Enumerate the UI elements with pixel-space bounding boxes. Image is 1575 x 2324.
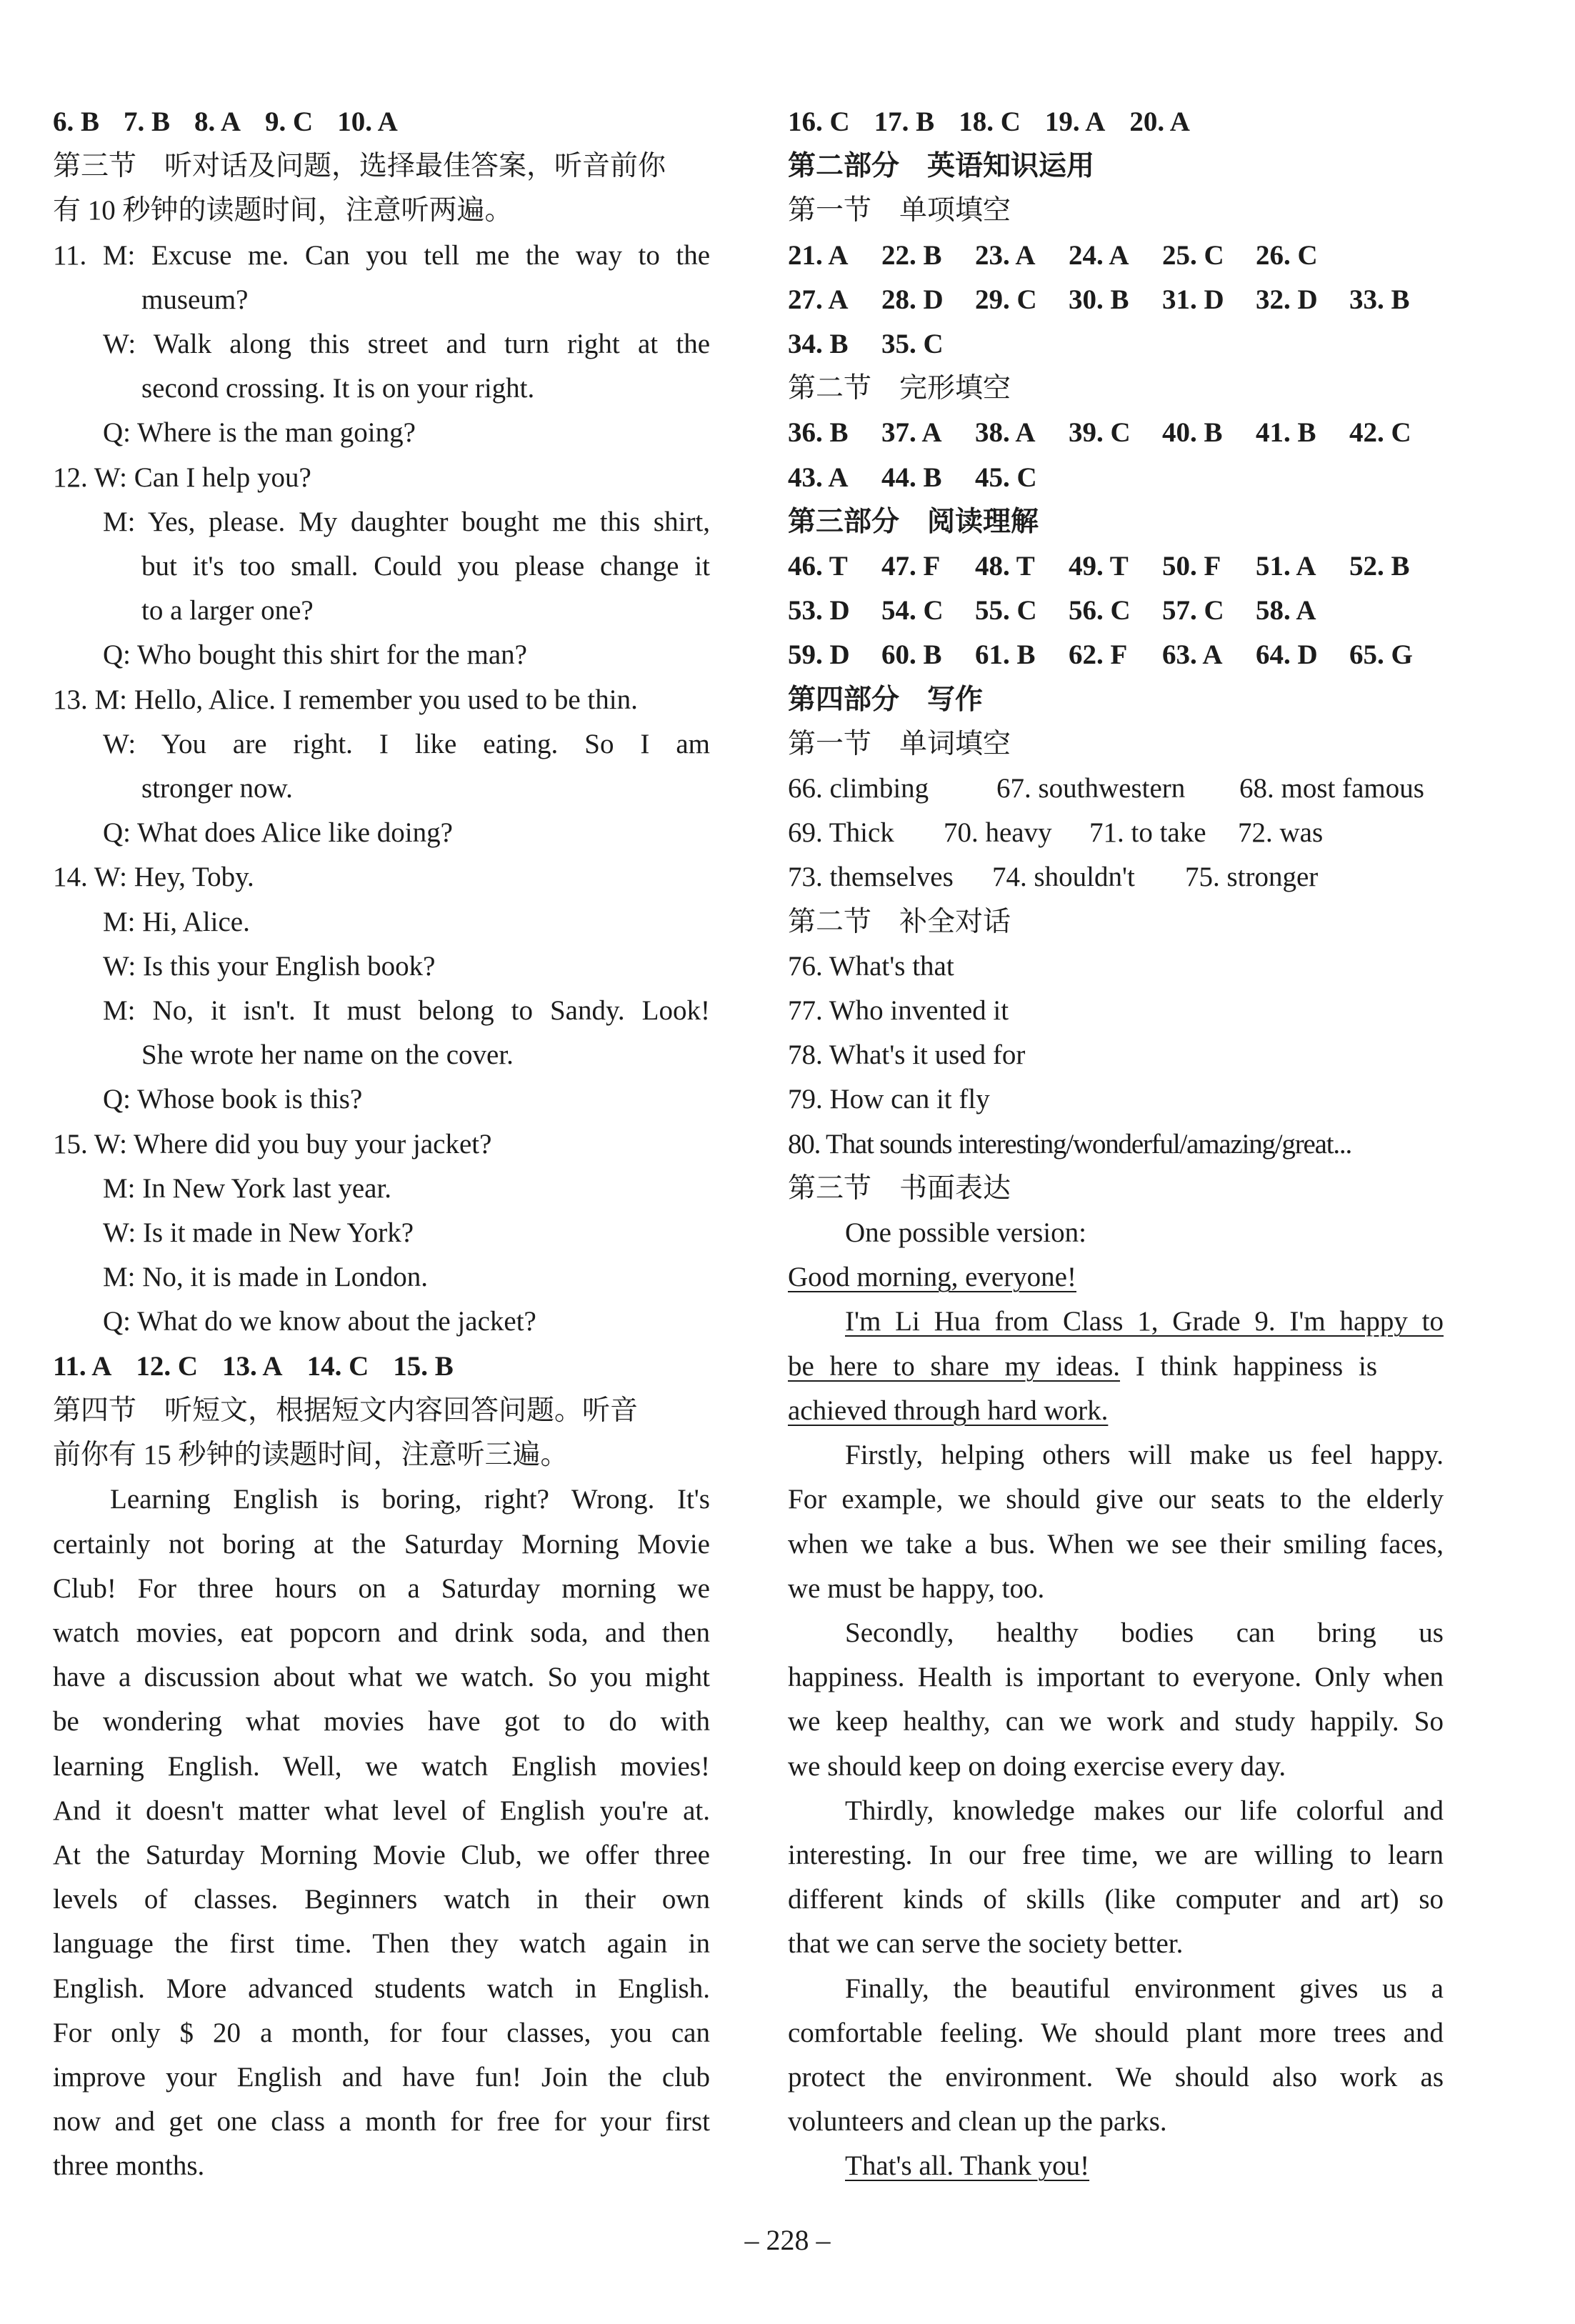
answer: 52. B	[1349, 551, 1410, 582]
vocab-answer: 72. was	[1238, 817, 1324, 849]
essay-line: protect the environment. We should also work as	[788, 2061, 1444, 2093]
essay-line: Firstly, helping others will make us feel happy.	[845, 1440, 1444, 1471]
dialogue-11	[53, 234, 710, 456]
answer: 62. F	[1069, 639, 1128, 671]
answers-36-42	[788, 411, 1444, 455]
answer: 14. C	[306, 1350, 369, 1382]
passage-line: At the Saturday Morning Movie Club, we offer three	[53, 1839, 710, 1870]
intro-text: I think happiness is	[1120, 1350, 1377, 1382]
answers-6-10	[53, 100, 710, 144]
dialog-answer: 77. Who invented it	[788, 995, 1009, 1027]
part4-heading: 第四部分 写作	[788, 684, 984, 715]
answer: 43. A	[788, 462, 849, 493]
answer: 59. D	[788, 639, 850, 671]
vocab-answer: 75. stronger	[1185, 862, 1319, 893]
answer: 40. B	[1162, 417, 1223, 449]
answer: 64. D	[1256, 639, 1318, 671]
answer: 27. A	[788, 284, 849, 315]
part2-section1-title: 第一节 单项填空	[788, 195, 1011, 226]
vocab-answer: 68. most famous	[1239, 773, 1424, 804]
answer: 48. T	[975, 551, 1035, 582]
dialogue-line: M: No, it is made in London.	[103, 1262, 428, 1293]
passage-line: have a discussion about what we watch. So you might	[53, 1662, 710, 1693]
answer: 10. A	[337, 106, 398, 137]
vocab-answer: 69. Thick	[788, 817, 894, 849]
answer: 42. C	[1349, 417, 1411, 449]
essay-line: we should keep on doing exercise every day.	[788, 1750, 1286, 1782]
dialogue-15	[53, 1122, 710, 1345]
vocab-answers-73-75	[788, 855, 1444, 899]
section3-title: 第三节 听对话及问题，选择最佳答案，听音前你	[53, 151, 666, 182]
vocab-answers-69-72	[788, 811, 1444, 855]
answer: 55. C	[975, 595, 1037, 627]
passage-line: Learning English is boring, right? Wrong. It's	[110, 1484, 710, 1515]
answer: 31. D	[1162, 284, 1224, 315]
answers-34-35	[788, 322, 1444, 366]
vocab-answers-66-68	[788, 767, 1444, 811]
answer: 8. A	[194, 106, 241, 137]
answers-27-33	[788, 278, 1444, 322]
answer: 63. A	[1162, 639, 1223, 671]
listening-passage	[53, 1477, 710, 2188]
vocab-answer: 71. to take	[1089, 817, 1206, 849]
essay-paragraph-thirdly	[788, 1789, 1444, 1967]
dialogue-line: 11. M: Excuse me. Can you tell me the way to the	[53, 239, 710, 271]
answers-46-52	[788, 544, 1444, 589]
section4-title-cont: 前你有 15 秒钟的读题时间，注意听三遍。	[53, 1440, 569, 1471]
page-number: – 228 –	[744, 2224, 831, 2256]
essay-line: Secondly, healthy bodies can bring us	[845, 1617, 1444, 1648]
answer: 57. C	[1162, 595, 1224, 627]
answer: 33. B	[1349, 284, 1410, 315]
essay-intro-line2	[788, 1345, 1444, 1389]
answer: 23. A	[975, 239, 1036, 271]
passage-line: For only $ 20 a month, for four classes, you can	[53, 2017, 710, 2048]
answer: 22. B	[881, 239, 942, 271]
dialog-answer: 76. What's that	[788, 950, 954, 982]
answer: 32. D	[1256, 284, 1318, 315]
essay-line: we keep healthy, can we work and study happily. So	[788, 1706, 1444, 1737]
answer: 56. C	[1069, 595, 1131, 627]
dialogue-line: Q: Where is the man going?	[103, 417, 416, 449]
part2-heading: 第二部分 英语知识运用	[788, 151, 1095, 182]
essay-line: comfortable feeling. We should plant more trees and	[788, 2017, 1444, 2048]
answer: 37. A	[881, 417, 942, 449]
vocab-answer: 70. heavy	[944, 817, 1052, 849]
dialogue-line: W: Is this your English book?	[103, 950, 436, 982]
vocab-answer: 74. shouldn't	[992, 862, 1135, 893]
dialogue-line: M: No, it isn't. It must belong to Sandy. Look!	[103, 995, 710, 1027]
answer: 9. C	[265, 106, 314, 137]
dialog-answer: 78. What's it used for	[788, 1039, 1026, 1071]
intro-underlined: I'm Li Hua from Class 1, Grade 9. I'm happy to	[845, 1306, 1444, 1337]
dialogue-line: museum?	[141, 284, 249, 315]
answer: 54. C	[881, 595, 944, 627]
passage-line: improve your English and have fun! Join the club	[53, 2061, 710, 2093]
answer: 45. C	[975, 462, 1037, 493]
dialogue-line: second crossing. It is on your right.	[141, 373, 535, 404]
passage-line: levels of classes. Beginners watch in their own	[53, 1884, 710, 1915]
passage-line: learning English. Well, we watch English movies!	[53, 1750, 710, 1782]
answer: 49. T	[1069, 551, 1129, 582]
answer: 51. A	[1256, 551, 1316, 582]
vocab-answer: 73. themselves	[788, 862, 954, 893]
answer: 29. C	[975, 284, 1037, 315]
dialogue-line: stronger now.	[141, 773, 293, 804]
essay-line: happiness. Health is important to everyone. Only when	[788, 1662, 1444, 1693]
passage-line: certainly not boring at the Saturday Morning Movie	[53, 1528, 710, 1560]
passage-line: now and get one class a month for free for your first	[53, 2106, 710, 2138]
answers-59-65	[788, 633, 1444, 677]
dialogue-line: She wrote her name on the cover.	[141, 1039, 514, 1071]
essay-line: when we take a bus. When we see their smiling faces,	[788, 1528, 1444, 1560]
answer: 18. C	[959, 106, 1021, 137]
answer: 60. B	[881, 639, 942, 671]
answer: 24. A	[1069, 239, 1129, 271]
answers-11-15	[53, 1345, 710, 1389]
dialogue-12	[53, 456, 710, 678]
answer: 13. A	[222, 1350, 283, 1382]
essay-line: Thirdly, knowledge makes our life colorful and	[845, 1795, 1444, 1826]
answer: 19. A	[1044, 106, 1106, 137]
answer: 44. B	[881, 462, 942, 493]
part2-section2-title: 第二节 完形填空	[788, 373, 1011, 404]
answer: 39. C	[1069, 417, 1131, 449]
part4-section1-title: 第一节 单词填空	[788, 728, 1011, 759]
passage-line: watch movies, eat popcorn and drink soda, and then	[53, 1617, 710, 1648]
answer: 7. B	[124, 106, 171, 137]
answer: 11. A	[53, 1350, 112, 1382]
dialogue-line: M: Yes, please. My daughter bought me this shirt,	[103, 506, 710, 537]
answers-21-26	[788, 234, 1444, 278]
answer: 65. G	[1349, 639, 1413, 671]
answer: 12. C	[136, 1350, 199, 1382]
answer: 53. D	[788, 595, 850, 627]
answer: 36. B	[788, 417, 849, 449]
dialog-answer: 80. That sounds interesting/wonderful/amazing/great...	[788, 1128, 1352, 1159]
section4-title: 第四节 听短文，根据短文内容回答问题。听音	[53, 1395, 639, 1426]
essay-line: we must be happy, too.	[788, 1572, 1045, 1604]
dialogue-line: but it's too small. Could you please change it	[141, 551, 710, 582]
closing-text: That's all. Thank you!	[845, 2150, 1090, 2182]
essay-paragraph-firstly	[788, 1433, 1444, 1611]
dialogue-line: 15. W: Where did you buy your jacket?	[53, 1128, 492, 1159]
answer: 6. B	[53, 106, 100, 137]
greeting-text: Good morning, everyone!	[788, 1262, 1076, 1293]
answer: 41. B	[1256, 417, 1316, 449]
answer: 50. F	[1162, 551, 1221, 582]
dialogue-line: W: Is it made in New York?	[103, 1217, 414, 1249]
dialogue-line: 14. W: Hey, Toby.	[53, 862, 254, 893]
dialogue-line: 13. M: Hello, Alice. I remember you used to be thin.	[53, 684, 638, 715]
answer: 26. C	[1256, 239, 1318, 271]
dialogue-13	[53, 678, 710, 856]
answer: 17. B	[874, 106, 935, 137]
answer: 30. B	[1069, 284, 1129, 315]
answer: 46. T	[788, 551, 848, 582]
passage-line: And it doesn't matter what level of English you're at.	[53, 1795, 710, 1826]
essay-paragraph-secondly	[788, 1611, 1444, 1789]
essay-line: interesting. In our free time, we are willing to learn	[788, 1839, 1444, 1870]
essay-closing	[788, 2144, 1444, 2188]
dialog-answer: 79. How can it fly	[788, 1084, 990, 1115]
answers-43-45	[788, 456, 1444, 500]
right-column	[788, 100, 1444, 2189]
intro-underlined: be here to share my ideas.	[788, 1350, 1121, 1382]
part4-section2-title: 第二节 补全对话	[788, 906, 1011, 937]
answer: 38. A	[975, 417, 1036, 449]
left-column	[53, 100, 710, 2189]
vocab-answer: 66. climbing	[788, 773, 929, 804]
part3-heading: 第三部分 阅读理解	[788, 506, 1039, 537]
dialogue-line: M: In New York last year.	[103, 1172, 392, 1204]
essay-intro-line3	[788, 1389, 1444, 1433]
passage-line: English. More advanced students watch in English.	[53, 1973, 710, 2004]
answer: 20. A	[1129, 106, 1190, 137]
answers-53-58	[788, 589, 1444, 633]
essay-line: For example, we should give our seats to the elderly	[788, 1484, 1444, 1515]
essay-intro-line	[788, 1300, 1444, 1344]
essay-line: volunteers and clean up the parks.	[788, 2106, 1167, 2138]
passage-line: be wondering what movies have got to do with	[53, 1706, 710, 1737]
answer: 35. C	[881, 329, 944, 360]
passage-line: Club! For three hours on a Saturday morning we	[53, 1572, 710, 1604]
answer: 61. B	[975, 639, 1036, 671]
answer: 15. B	[393, 1350, 454, 1382]
answer: 16. C	[788, 106, 850, 137]
answer: 21. A	[788, 239, 849, 271]
dialogue-line: Q: Who bought this shirt for the man?	[103, 639, 527, 671]
vocab-answer: 67. southwestern	[996, 773, 1186, 804]
essay-greeting	[788, 1255, 1444, 1300]
essay-paragraph-finally	[788, 1967, 1444, 2145]
answer: 25. C	[1162, 239, 1224, 271]
part4-section3-title: 第三节 书面表达	[788, 1172, 1011, 1204]
answer: 47. F	[881, 551, 941, 582]
essay-line: that we can serve the society better.	[788, 1928, 1184, 1960]
dialogue-14	[53, 855, 710, 1122]
dialogue-line: 12. W: Can I help you?	[53, 462, 311, 493]
answer: 58. A	[1256, 595, 1316, 627]
dialogue-line: W: Walk along this street and turn right at the	[103, 329, 710, 360]
dialogue-line: M: Hi, Alice.	[103, 906, 250, 937]
passage-line: three months.	[53, 2150, 205, 2182]
section3-title-cont: 有 10 秒钟的读题时间，注意听两遍。	[53, 195, 513, 226]
dialogue-line: Q: What does Alice like doing?	[103, 817, 453, 849]
dialogue-line: Q: Whose book is this?	[103, 1084, 363, 1115]
essay-line: Finally, the beautiful environment gives us a	[845, 1973, 1444, 2004]
essay-line: different kinds of skills (like computer and art) so	[788, 1884, 1444, 1915]
essay-version-label: One possible version:	[845, 1217, 1086, 1249]
dialogue-line: Q: What do we know about the jacket?	[103, 1306, 536, 1337]
dialogue-line: to a larger one?	[141, 595, 314, 627]
intro-underlined: achieved through hard work.	[788, 1395, 1109, 1426]
answer: 28. D	[881, 284, 944, 315]
answers-16-20	[788, 100, 1444, 144]
dialogue-line: W: You are right. I like eating. So I am	[103, 728, 710, 759]
passage-line: language the first time. Then they watch again in	[53, 1928, 710, 1960]
answer: 34. B	[788, 329, 849, 360]
